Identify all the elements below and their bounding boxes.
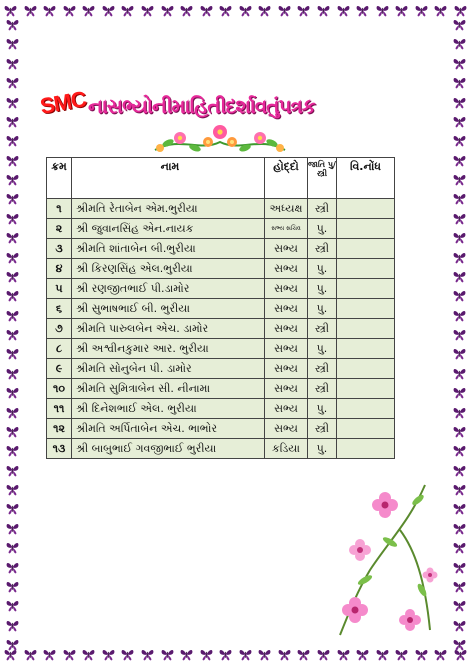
table-row (47, 299, 395, 319)
butterfly-icon (219, 648, 232, 661)
butterfly-icon (121, 4, 134, 17)
row-gender: પુ. (308, 299, 337, 319)
butterfly-icon (6, 154, 19, 167)
butterfly-icon (180, 648, 193, 661)
butterfly-icon (6, 18, 19, 31)
row-position: સભ્ય (265, 299, 308, 319)
butterfly-icon (434, 648, 447, 661)
butterfly-icon (6, 328, 19, 341)
butterfly-icon (453, 464, 466, 477)
row-gender: સ્ત્રી (308, 379, 337, 399)
butterfly-icon (219, 4, 232, 17)
butterfly-icon (6, 270, 19, 283)
row-name: શ્રી કિરણસિંહ એલ.ભુરીયા (72, 259, 265, 279)
butterfly-icon (453, 154, 466, 167)
row-notes (337, 399, 395, 419)
butterfly-icon (453, 367, 466, 380)
butterfly-icon (395, 4, 408, 17)
header-position: હોદ્દો (265, 158, 308, 199)
row-number: ૪ (47, 259, 72, 279)
butterfly-icon (376, 4, 389, 17)
row-gender: પુ. (308, 219, 337, 239)
butterfly-icon (453, 251, 466, 264)
butterfly-icon (453, 289, 466, 302)
butterfly-icon (43, 648, 56, 661)
butterfly-icon (6, 309, 19, 322)
row-name: શ્રીમતિ અર્પિતાબેન એચ. ભાભોર (72, 419, 265, 439)
row-gender: પુ. (308, 339, 337, 359)
row-position: સભ્ય (265, 319, 308, 339)
row-notes (337, 419, 395, 439)
row-gender: પુ. (308, 259, 337, 279)
butterfly-icon (434, 4, 447, 17)
row-gender: સ્ત્રી (308, 359, 337, 379)
butterfly-icon (161, 4, 174, 17)
row-notes (337, 259, 395, 279)
row-notes (337, 219, 395, 239)
header-number: ક્રમ (47, 158, 72, 199)
row-notes (337, 199, 395, 219)
butterfly-icon (6, 192, 19, 205)
row-position: સભ્ય (265, 379, 308, 399)
butterfly-icon (6, 638, 19, 651)
header-notes: વિ.નોંધ (337, 158, 395, 199)
table-row (47, 319, 395, 339)
butterfly-icon (453, 328, 466, 341)
header-name: નામ (72, 158, 265, 199)
row-notes (337, 319, 395, 339)
butterfly-icon (6, 561, 19, 574)
row-gender: સ્ત્રી (308, 199, 337, 219)
row-number: ૭ (47, 319, 72, 339)
butterfly-icon (6, 251, 19, 264)
butterfly-icon (239, 4, 252, 17)
butterfly-icon (453, 115, 466, 128)
row-number: ૮ (47, 339, 72, 359)
table-row (47, 339, 395, 359)
butterfly-icon (453, 541, 466, 554)
butterfly-icon (453, 192, 466, 205)
row-position: સભ્ય (265, 279, 308, 299)
butterfly-icon (24, 4, 37, 17)
butterfly-icon (337, 4, 350, 17)
butterfly-icon (453, 270, 466, 283)
butterfly-icon (356, 648, 369, 661)
flower-garland-icon (150, 122, 290, 156)
row-number: ૧૨ (47, 419, 72, 439)
butterfly-icon (6, 347, 19, 360)
butterfly-icon (453, 406, 466, 419)
row-number: ૧૦ (47, 379, 72, 399)
butterfly-icon (278, 648, 291, 661)
butterfly-icon (453, 231, 466, 244)
butterfly-icon (6, 212, 19, 225)
row-name: શ્રી દિનેશભાઈ એલ. ભુરીયા (72, 399, 265, 419)
smc-logo: SMC (38, 86, 88, 119)
butterfly-icon (4, 4, 17, 17)
butterfly-icon (415, 648, 428, 661)
butterfly-icon (6, 76, 19, 89)
butterfly-icon (63, 4, 76, 17)
row-number: ૨ (47, 219, 72, 239)
row-position: કડિયા (265, 439, 308, 459)
butterfly-icon (395, 648, 408, 661)
table-row (47, 419, 395, 439)
butterfly-icon (453, 638, 466, 651)
row-name: શ્રી બાબુભાઈ ગવજીભાઈ ભુરીયા (72, 439, 265, 459)
butterfly-icon (453, 483, 466, 496)
row-notes (337, 339, 395, 359)
butterfly-icon (180, 4, 193, 17)
butterfly-icon (453, 309, 466, 322)
butterfly-icon (6, 57, 19, 70)
row-position: સભ્ય (265, 339, 308, 359)
title-text: નાસભ્યોનીમાહિતીદર્શાવતુંપત્રક (88, 94, 315, 118)
row-name: શ્રી જુવાનસિંહ એન.નાયક (72, 219, 265, 239)
table-row (47, 239, 395, 259)
butterfly-icon (317, 648, 330, 661)
table-header-row (47, 158, 395, 199)
butterfly-icon (6, 231, 19, 244)
butterfly-icon (453, 96, 466, 109)
row-number: ૩ (47, 239, 72, 259)
row-gender: પુ. (308, 439, 337, 459)
row-notes (337, 279, 395, 299)
row-name: શ્રીમતિ શાંતાબેન બી.ભુરીયા (72, 239, 265, 259)
row-position: સભ્ય સચિવ (265, 219, 308, 239)
butterfly-icon (6, 599, 19, 612)
butterfly-icon (6, 580, 19, 593)
row-position: સભ્ય (265, 419, 308, 439)
butterfly-icon (200, 648, 213, 661)
row-name: શ્રીમતિ સુમિત્રાબેન સી. નીનામા (72, 379, 265, 399)
butterfly-icon (6, 502, 19, 515)
row-notes (337, 379, 395, 399)
butterfly-icon (453, 522, 466, 535)
butterfly-icon (356, 4, 369, 17)
butterfly-icon (453, 619, 466, 632)
butterfly-icon (453, 173, 466, 186)
row-position: સભ્ય (265, 399, 308, 419)
butterfly-icon (6, 173, 19, 186)
butterfly-icon (337, 648, 350, 661)
row-number: ૫ (47, 279, 72, 299)
table-row (47, 259, 395, 279)
butterfly-icon (453, 347, 466, 360)
row-name: શ્રીમતિ રેતાબેન એમ.ભુરીયા (72, 199, 265, 219)
butterfly-icon (102, 4, 115, 17)
row-gender: સ્ત્રી (308, 419, 337, 439)
butterfly-icon (6, 483, 19, 496)
butterfly-icon (258, 4, 271, 17)
butterfly-icon (6, 444, 19, 457)
butterfly-icon (454, 4, 467, 17)
butterfly-icon (453, 76, 466, 89)
butterfly-icon (141, 4, 154, 17)
butterfly-icon (453, 599, 466, 612)
butterfly-icon (297, 648, 310, 661)
butterfly-icon (278, 4, 291, 17)
butterfly-icon (453, 57, 466, 70)
butterfly-icon (6, 367, 19, 380)
butterfly-icon (43, 4, 56, 17)
butterfly-icon (141, 648, 154, 661)
butterfly-icon (453, 444, 466, 457)
butterfly-icon (82, 648, 95, 661)
butterfly-icon (239, 648, 252, 661)
butterfly-icon (317, 4, 330, 17)
row-name: શ્રી રણજીતભાઈ પી.ડામોર (72, 279, 265, 299)
butterfly-icon (6, 425, 19, 438)
butterfly-icon (6, 406, 19, 419)
row-number: ૧ (47, 199, 72, 219)
butterfly-icon (6, 115, 19, 128)
table-row (47, 199, 395, 219)
butterfly-icon (453, 580, 466, 593)
table-row (47, 379, 395, 399)
row-number: ૬ (47, 299, 72, 319)
butterfly-border-right (450, 18, 468, 651)
butterfly-icon (63, 648, 76, 661)
table-row (47, 219, 395, 239)
row-gender: પુ. (308, 399, 337, 419)
row-notes (337, 439, 395, 459)
butterfly-border-left (3, 18, 21, 651)
row-notes (337, 359, 395, 379)
row-position: સભ્ય (265, 239, 308, 259)
row-notes (337, 239, 395, 259)
butterfly-icon (121, 648, 134, 661)
butterfly-icon (6, 37, 19, 50)
row-gender: સ્ત્રી (308, 239, 337, 259)
butterfly-icon (453, 37, 466, 50)
butterfly-icon (82, 4, 95, 17)
butterfly-icon (453, 134, 466, 147)
row-gender: સ્ત્રી (308, 319, 337, 339)
members-table (46, 157, 395, 459)
butterfly-icon (6, 289, 19, 302)
butterfly-icon (453, 425, 466, 438)
butterfly-icon (453, 386, 466, 399)
row-number: ૯ (47, 359, 72, 379)
butterfly-icon (453, 18, 466, 31)
butterfly-icon (6, 464, 19, 477)
butterfly-icon (6, 96, 19, 109)
butterfly-icon (453, 502, 466, 515)
table-row (47, 279, 395, 299)
row-name: શ્રી સુભાષભાઈ બી. ભુરીયા (72, 299, 265, 319)
row-position: અધ્યક્ષ (265, 199, 308, 219)
flower-branch-icon (330, 480, 440, 640)
butterfly-icon (6, 541, 19, 554)
butterfly-icon (161, 648, 174, 661)
table-row (47, 359, 395, 379)
row-position: સભ્ય (265, 359, 308, 379)
butterfly-icon (297, 4, 310, 17)
butterfly-icon (6, 386, 19, 399)
table-row (47, 399, 395, 419)
butterfly-icon (453, 212, 466, 225)
row-gender: પુ. (308, 279, 337, 299)
row-notes (337, 299, 395, 319)
table-row (47, 439, 395, 459)
row-name: શ્રી અશ્વીનકુમાર આર. ભુરીયા (72, 339, 265, 359)
butterfly-icon (415, 4, 428, 17)
butterfly-icon (6, 134, 19, 147)
row-name: શ્રીમતિ પારુલબેન એચ. ડામોર (72, 319, 265, 339)
butterfly-icon (6, 619, 19, 632)
butterfly-icon (200, 4, 213, 17)
row-number: ૧૧ (47, 399, 72, 419)
butterfly-icon (453, 561, 466, 574)
butterfly-border-bottom (0, 648, 471, 666)
butterfly-icon (24, 648, 37, 661)
butterfly-icon (102, 648, 115, 661)
butterfly-border-top (0, 4, 471, 22)
row-name: શ્રીમતિ સોનુબેન પી. ડામોર (72, 359, 265, 379)
butterfly-icon (6, 522, 19, 535)
header-gender: જાતિ પુ/સ્ત્રી (308, 158, 337, 199)
row-number: ૧૩ (47, 439, 72, 459)
butterfly-icon (376, 648, 389, 661)
row-position: સભ્ય (265, 259, 308, 279)
butterfly-icon (258, 648, 271, 661)
